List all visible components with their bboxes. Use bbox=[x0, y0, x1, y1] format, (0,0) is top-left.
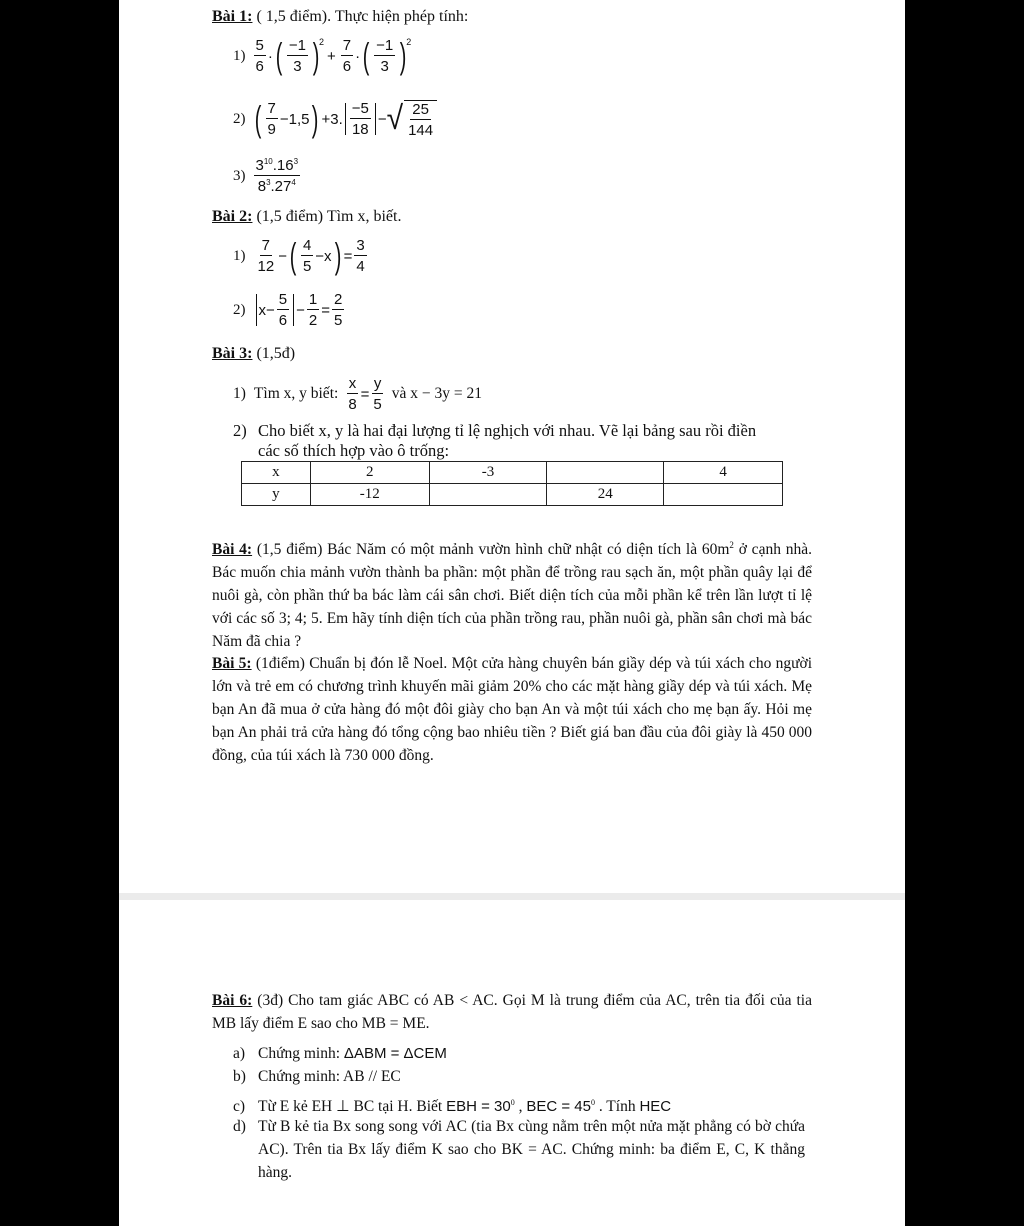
base: .16 bbox=[272, 157, 294, 174]
table-cell bbox=[664, 484, 783, 506]
numerator: 5 bbox=[255, 37, 264, 54]
denominator: 9 bbox=[267, 121, 276, 138]
denominator: 2 bbox=[308, 312, 318, 329]
numerator: 7 bbox=[267, 100, 276, 117]
plus-operator: + bbox=[326, 47, 336, 65]
bai2-heading-text: (1,5 điểm) Tìm x, biết. bbox=[252, 208, 402, 225]
table-cell: -3 bbox=[429, 462, 547, 484]
degree: 0 bbox=[590, 1098, 595, 1107]
problem-text-line1: Cho biết x, y là hai đại lượng tỉ lệ nghịch với nhau. Vẽ lại bảng sau rồi điền bbox=[258, 421, 757, 440]
numerator: 7 bbox=[342, 37, 352, 54]
plus-term: +3. bbox=[321, 110, 343, 128]
denominator: 18 bbox=[351, 121, 369, 138]
item-label: c) bbox=[233, 1098, 246, 1116]
table-cell bbox=[429, 484, 547, 506]
bai4-text-part2: ở cạnh nhà. Bác muốn chia mảnh vườn thành ba phần: một phần để trồng rau sạch ăn, một phần quây lại để nuôi gà, còn phần thứ ba bác làm cái sân chơi. Biết diện tích của mỗi phần kể trên lần lượt tỉ lệ với các số 3; 4; 5. Em hãy tính diện tích của phần trồng rau, phần nuôi gà, phần sân chơi mà bác Năm đã chia ? bbox=[212, 541, 812, 651]
equals: = bbox=[360, 385, 370, 403]
exponent: 3 bbox=[266, 178, 271, 187]
minus-x: −x bbox=[315, 247, 332, 265]
table-cell: -12 bbox=[310, 484, 429, 506]
denominator: 6 bbox=[278, 312, 288, 329]
bai4-paragraph bbox=[212, 534, 812, 653]
item-text: Chứng minh: bbox=[258, 1045, 344, 1062]
table-cell: y bbox=[242, 484, 311, 506]
bai1-heading-text: ( 1,5 điểm). Thực hiện phép tính: bbox=[252, 8, 469, 25]
bai6-text: (3đ) Cho tam giác ABC có AB < AC. Gọi M là trung điểm của AC, trên tia đối của tia MB lấy điểm E sao cho MB = ME. bbox=[212, 992, 812, 1032]
denominator: 12 bbox=[257, 258, 275, 275]
table-cell: 4 bbox=[664, 462, 783, 484]
dot-operator: · bbox=[355, 47, 361, 65]
numerator: 4 bbox=[302, 237, 312, 254]
bai1-problem-3 bbox=[233, 158, 302, 194]
numerator: 1 bbox=[308, 291, 318, 308]
bai3-problem-1 bbox=[233, 376, 482, 412]
problem-number: 2) bbox=[233, 110, 246, 127]
x-term: x− bbox=[258, 301, 275, 319]
angle-hec: HEC bbox=[639, 1098, 672, 1116]
bai3-problem-2 bbox=[233, 421, 756, 461]
base: 8 bbox=[257, 178, 267, 195]
numerator: y bbox=[373, 375, 382, 392]
numerator: −5 bbox=[351, 100, 369, 117]
equals: = bbox=[321, 301, 330, 319]
item-math: ΔABM = ΔCEM bbox=[343, 1045, 447, 1062]
bai5-paragraph bbox=[212, 652, 812, 767]
item-text: Từ B kẻ tia Bx song song với AC (tia Bx cùng nằm trên một nửa mặt phẳng có bờ chứa AC). Trên tia Bx lấy điểm K sao cho BK = AC. Chứng minh: ba điểm E, C, K thẳng hàng. bbox=[258, 1118, 805, 1181]
denominator: 3 bbox=[380, 58, 389, 75]
bai4-label: Bài 4: bbox=[212, 541, 253, 559]
proportion-table bbox=[241, 461, 783, 506]
exponent: 10 bbox=[263, 157, 273, 166]
bai1-heading bbox=[212, 8, 468, 26]
problem-number: 1) bbox=[233, 247, 246, 264]
problem-text-line2: các số thích hợp vào ô trống: bbox=[258, 441, 450, 460]
table-cell bbox=[547, 462, 664, 484]
denominator: 4 bbox=[356, 258, 365, 275]
problem-number: 1) bbox=[233, 385, 246, 402]
minus-operator: − bbox=[278, 247, 287, 265]
minus-operator: − bbox=[296, 301, 305, 319]
separator: , bbox=[514, 1098, 527, 1116]
numerator: 3 bbox=[356, 237, 365, 254]
dot-operator: · bbox=[267, 47, 273, 65]
bai4-text-part1: (1,5 điểm) Bác Năm có một mảnh vườn hình chữ nhật có diện tích là 60m bbox=[252, 541, 730, 559]
denominator: 3 bbox=[293, 58, 302, 75]
bai5-text: (1điểm) Chuẩn bị đón lễ Noel. Một cửa hàng chuyên bán giầy dép và túi xách cho người lớn và trẻ em có chương trình khuyến mãi giảm 20% cho các mặt hàng giầy dép và túi xách. Mẹ bạn An đã mua ở cửa hàng đó một đôi giày cho bạn An và một túi xách cho mẹ bạn ấy. Hỏi mẹ bạn An phải trả cửa hàng đó tổng cộng bao nhiêu tiền ? Biết giá ban đầu của đôi giày là 450 000 đồng, của túi xách là 730 000 đồng. bbox=[212, 655, 812, 764]
numerator: −1 bbox=[288, 37, 306, 54]
item-text: . Tính bbox=[594, 1098, 640, 1116]
denominator: 5 bbox=[302, 258, 312, 275]
exponent: 4 bbox=[291, 178, 296, 187]
item-text: Từ E kẻ EH ⊥ BC tại H. Biết bbox=[258, 1098, 447, 1116]
worksheet-page-2 bbox=[119, 900, 905, 1226]
bai3-label: Bài 3: bbox=[212, 345, 253, 362]
bai3-heading bbox=[212, 345, 295, 363]
bai2-label: Bài 2: bbox=[212, 208, 253, 225]
bai1-problem-2: 2) ( $\frac{7}{9}$ −1,5 ) +3. $\frac{-5}{18}$ − √ $\frac{25}{144}$ bbox=[233, 100, 437, 138]
bai1-problem-1: 1) $\frac{5}{6}$ · ( $\frac{-1}{3}$ ) 2 + $\frac{7}{6}$ · ( $\frac{-1}{3}$ ) 2 bbox=[233, 35, 412, 76]
page-separator bbox=[119, 893, 905, 900]
angle-ebh: EBH = 30 bbox=[446, 1098, 511, 1116]
denominator: 144 bbox=[408, 122, 434, 139]
bai2-problem-1: 1) $\frac{7}{12}$ − ( $\frac{4}{5}$ −x ) = $\frac{3}{4}$ bbox=[233, 235, 365, 276]
problem-number: 2) bbox=[233, 301, 246, 318]
exponent: 2 bbox=[406, 37, 412, 47]
square-root: √ $\frac{25}{144}$ bbox=[387, 100, 438, 138]
bai6-item-d bbox=[233, 1115, 805, 1184]
denominator: 8 bbox=[348, 396, 357, 413]
table-row-x bbox=[242, 462, 783, 484]
exponent: 2 bbox=[318, 37, 324, 47]
denominator: 5 bbox=[333, 312, 343, 329]
numerator: x bbox=[348, 375, 357, 392]
bai4-superscript: 2 bbox=[729, 540, 734, 550]
bai6-label: Bài 6: bbox=[212, 992, 253, 1009]
angle-bec: BEC = 45 bbox=[526, 1098, 591, 1116]
problem-condition: và x − 3y = 21 bbox=[391, 385, 483, 402]
problem-number: 2) bbox=[233, 421, 247, 440]
worksheet-page-1 bbox=[119, 0, 905, 893]
table-cell: 2 bbox=[310, 462, 429, 484]
minus-term: −1,5 bbox=[279, 110, 310, 128]
bai6-item-b bbox=[233, 1065, 401, 1088]
bai6-paragraph bbox=[212, 989, 812, 1035]
exponent: 3 bbox=[293, 157, 299, 166]
problem-text: Tìm x, y biết: bbox=[253, 385, 339, 402]
bai3-heading-text: (1,5đ) bbox=[252, 345, 296, 362]
item-label: d) bbox=[233, 1118, 246, 1135]
denominator: 6 bbox=[342, 58, 352, 75]
minus-operator: − bbox=[377, 110, 387, 128]
equals: = bbox=[343, 247, 353, 265]
denominator: 6 bbox=[255, 58, 264, 75]
item-label: b) bbox=[233, 1068, 246, 1085]
item-text: Chứng minh: AB // EC bbox=[258, 1068, 401, 1085]
bai2-heading bbox=[212, 208, 401, 226]
item-label: a) bbox=[233, 1045, 246, 1062]
denominator: 5 bbox=[373, 396, 382, 413]
bai6-item-a bbox=[233, 1042, 447, 1065]
table-cell: x bbox=[242, 462, 311, 484]
numerator: 7 bbox=[261, 237, 271, 254]
numerator: 25 bbox=[412, 101, 429, 118]
base: 3 bbox=[255, 157, 264, 174]
degree: 0 bbox=[510, 1098, 515, 1107]
bai5-label: Bài 5: bbox=[212, 655, 252, 672]
numerator: −1 bbox=[376, 37, 394, 54]
numerator: 2 bbox=[333, 291, 343, 308]
base: .27 bbox=[270, 178, 292, 195]
numerator: 5 bbox=[278, 291, 288, 308]
bai1-label: Bài 1: bbox=[212, 8, 253, 25]
problem-number: 3) bbox=[233, 167, 246, 184]
problem-number: 1) bbox=[233, 47, 246, 64]
table-row-y bbox=[242, 484, 783, 506]
bai2-problem-2 bbox=[233, 292, 346, 328]
table-cell: 24 bbox=[547, 484, 664, 506]
